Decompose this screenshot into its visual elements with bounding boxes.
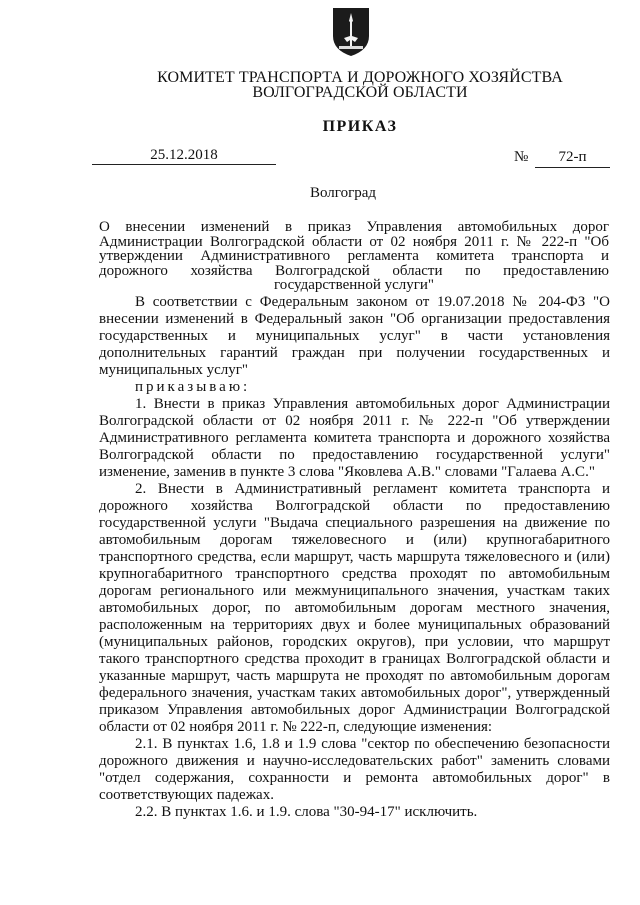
order-body xyxy=(99,294,610,821)
document-type-title: ПРИКАЗ xyxy=(322,118,398,135)
order-number: 72-п xyxy=(558,149,587,165)
number-sign: № xyxy=(514,149,529,165)
item-1-paragraph: 1. Внести в приказ Управления автомобильных дорог Администрации Волгоградской области от 02 ноября 2011 г. № 222-п "Об утверждении Административного регламента комитета транспорта и дорожного хозяйства Волгоградской области по предоставлению государственной услуги" изменение, заменив в пункте 3 слова "Яковлева А.В." словами "Галаева А.С." xyxy=(99,396,610,480)
organization-name-line2: ВОЛГОГРАДСКОЙ ОБЛАСТИ xyxy=(252,84,468,101)
order-date: 25.12.2018 xyxy=(150,147,218,163)
organization-name-line1: КОМИТЕТ ТРАНСПОРТА И ДОРОЖНОГО ХОЗЯЙСТВА xyxy=(157,69,563,86)
decree-line: приказываю: xyxy=(135,379,251,395)
item-2-paragraph: 2. Внести в Административный регламент комитета транспорта и дорожного хозяйства Волгоградской области по предоставлению государственной услуги "Выдача специального разрешения на движение по автомобильным дорогам тяжеловесного и (или) крупногабаритного транспортного средства, если маршрут, часть маршрута тяжеловесного и (или) крупногабаритного транспортного средства проходят по автомобильным дорогам регионального или межмуниципального значения, участкам таких автомобильных дорог, по автомобильным дорогам местного значения, расположенным на территориях двух и более муниципальных образований (муниципальных районов, городских округов), при условии, что маршрут такого транспортного средства проходит в границах Волгоградской области и указанные маршрут, часть маршрута не проходят по автомобильным дорогам федерального значения, участкам таких автомобильных дорог", утвержденный приказом Управления автомобильных дорог Администрации Волгоградской области от 02 ноября 2011 г. № 222-п, следующие изменения: xyxy=(99,481,610,735)
city-name: Волгоград xyxy=(310,185,377,201)
item-2-2-paragraph: 2.2. В пунктах 1.6. и 1.9. слова "30-94-17" исключить. xyxy=(135,804,478,820)
volgograd-coat-of-arms-icon xyxy=(331,6,371,58)
preamble-paragraph: В соответствии с Федеральным законом от 19.07.2018 № 204-ФЗ "О внесении изменений в Федеральный закон "Об организации предоставления государственных и муниципальных услуг" в части установления дополнительных гарантий граждан при получении государственных и муниципальных услуг" xyxy=(99,294,610,378)
order-subject: О внесении изменений в приказ Управления автомобильных дорог Администрации Волгоградской области от 02 ноября 2011 г. № 222-п "Об утверждении Административного регламента комитета транспорта и дорожного хозяйства Волгоградской области по предоставлению государственной услуги" xyxy=(99,219,609,293)
number-underline xyxy=(535,167,610,168)
date-underline xyxy=(92,164,276,165)
item-2-1-paragraph: 2.1. В пунктах 1.6, 1.8 и 1.9 слова "сектор по обеспечению безопасности дорожного движения и научно-исследовательских работ" заменить словами "отдел содержания, сохранности и ремонта автомобильных дорог" в соответствующих падежах. xyxy=(99,736,610,803)
